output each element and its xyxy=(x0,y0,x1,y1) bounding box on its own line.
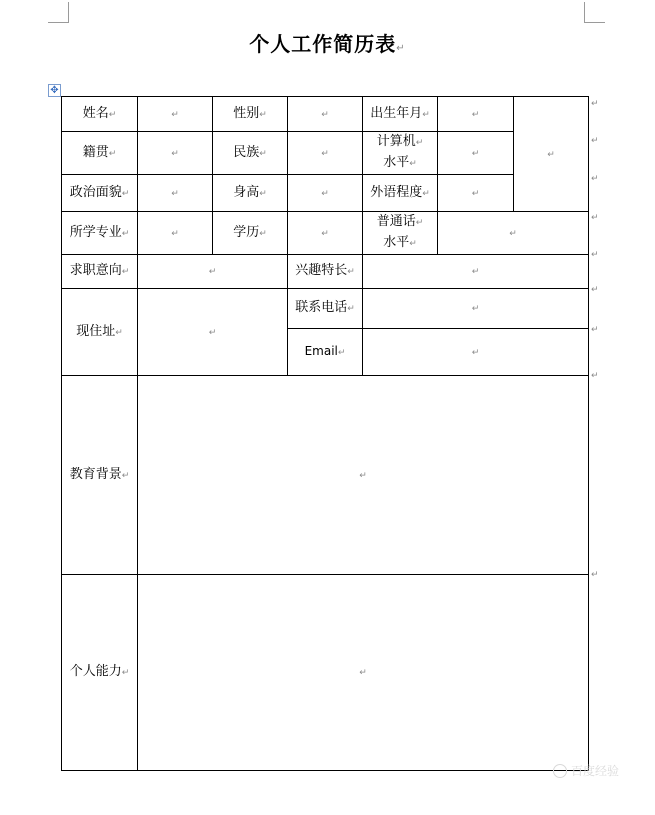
value-education[interactable]: ↵ xyxy=(288,212,363,255)
table-row xyxy=(62,212,589,255)
value-job-intent[interactable]: ↵ xyxy=(138,255,288,289)
row-end-mark-icon: ↵ xyxy=(591,174,599,184)
label-email: Email↵ xyxy=(288,329,363,376)
value-ethnic[interactable]: ↵ xyxy=(288,132,363,175)
row-end-mark-icon: ↵ xyxy=(591,250,599,260)
value-mandarin[interactable]: ↵ xyxy=(438,212,589,255)
label-height: 身高↵ xyxy=(213,175,288,212)
value-phone[interactable]: ↵ xyxy=(363,289,589,329)
label-major: 所学专业↵ xyxy=(62,212,138,255)
row-end-mark-icon: ↵ xyxy=(591,136,599,146)
value-abilities[interactable]: ↵ xyxy=(138,575,589,771)
label-mandarin: 普通话↵ 水平↵ xyxy=(363,212,438,255)
table-row xyxy=(62,97,589,132)
resume-table xyxy=(61,96,589,771)
value-email[interactable]: ↵ xyxy=(363,329,589,376)
label-hobbies: 兴趣特长↵ xyxy=(288,255,363,289)
label-name: 姓名↵ xyxy=(62,97,138,132)
table-row xyxy=(62,376,589,575)
label-political: 政治面貌↵ xyxy=(62,175,138,212)
label-address: 现住址↵ xyxy=(62,289,138,376)
label-computer: 计算机↵ 水平↵ xyxy=(363,132,438,175)
table-row xyxy=(62,575,589,771)
value-birth[interactable]: ↵ xyxy=(438,97,514,132)
label-edu-background: 教育背景↵ xyxy=(62,376,138,575)
value-native[interactable]: ↵ xyxy=(138,132,213,175)
title-text: 个人工作简历表 xyxy=(249,32,397,56)
value-height[interactable]: ↵ xyxy=(288,175,363,212)
row-end-mark-icon: ↵ xyxy=(591,285,599,295)
value-political[interactable]: ↵ xyxy=(138,175,213,212)
label-gender: 性别↵ xyxy=(213,97,288,132)
label-job-intent: 求职意向↵ xyxy=(62,255,138,289)
row-end-mark-icon: ↵ xyxy=(591,99,599,109)
row-end-mark-icon: ↵ xyxy=(591,213,599,223)
table-row xyxy=(62,255,589,289)
page-title xyxy=(0,28,655,57)
label-birth: 出生年月↵ xyxy=(363,97,438,132)
value-address[interactable]: ↵ xyxy=(138,289,288,376)
table-row xyxy=(62,289,589,329)
row-end-mark-icon: ↵ xyxy=(591,570,599,580)
table-move-handle-icon[interactable]: ✥ xyxy=(48,84,61,97)
label-ethnic: 民族↵ xyxy=(213,132,288,175)
row-end-mark-icon: ↵ xyxy=(591,325,599,335)
label-native: 籍贯↵ xyxy=(62,132,138,175)
photo-cell[interactable]: ↵ xyxy=(514,97,589,212)
value-computer[interactable]: ↵ xyxy=(438,132,514,175)
watermark-logo-icon xyxy=(553,764,567,778)
value-name[interactable]: ↵ xyxy=(138,97,213,132)
value-hobbies[interactable]: ↵ xyxy=(363,255,589,289)
label-phone: 联系电话↵ xyxy=(288,289,363,329)
row-end-mark-icon: ↵ xyxy=(591,371,599,381)
table-row xyxy=(62,175,589,212)
label-foreign: 外语程度↵ xyxy=(363,175,438,212)
page-corner-mark-top-left xyxy=(48,2,69,23)
value-edu-background[interactable]: ↵ xyxy=(138,376,589,575)
table-row xyxy=(62,132,589,175)
label-education: 学历↵ xyxy=(213,212,288,255)
value-foreign[interactable]: ↵ xyxy=(438,175,514,212)
value-gender[interactable]: ↵ xyxy=(288,97,363,132)
paragraph-mark-icon: ↵ xyxy=(396,43,406,54)
value-major[interactable]: ↵ xyxy=(138,212,213,255)
watermark: 百度经验 xyxy=(553,762,619,779)
page-corner-mark-top-right xyxy=(584,2,605,23)
label-abilities: 个人能力↵ xyxy=(62,575,138,771)
